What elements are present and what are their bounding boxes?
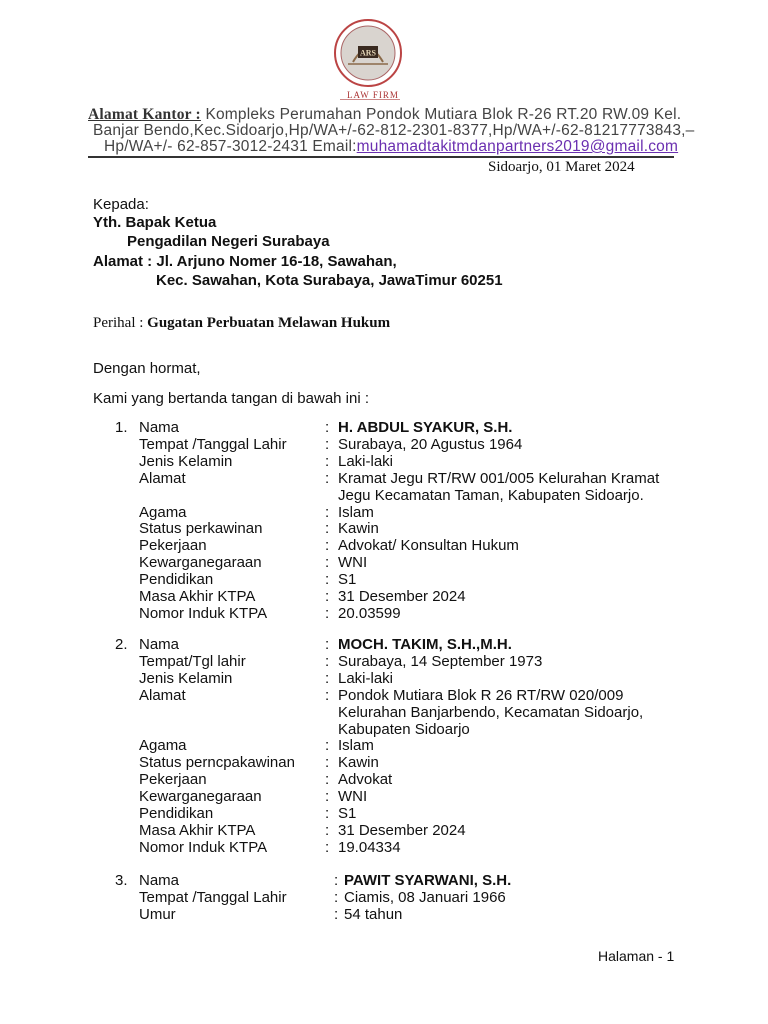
party-2-row: [0, 839, 768, 856]
field-colon: :: [325, 788, 330, 806]
party-2-row: [0, 737, 768, 754]
field-label: Agama: [139, 503, 187, 521]
office-address-line3: Hp/WA+/- 62-857-3012-2431 Email:muhamadtakitmdanpartners2019@gmail.com: [104, 138, 679, 155]
court-name: Pengadilan Negeri Surabaya: [127, 233, 330, 250]
field-label: Masa Akhir KTPA: [139, 588, 256, 605]
perihal-line: [93, 315, 390, 332]
field-colon: :: [334, 888, 339, 906]
field-value: Kawin: [338, 520, 379, 538]
greeting: Dengan hormat,: [93, 360, 201, 377]
field-colon: :: [334, 872, 339, 889]
field-label: Tempat /Tanggal Lahir: [139, 888, 287, 906]
party-2-row: [0, 754, 768, 771]
page-number: Halaman - 1: [598, 948, 675, 964]
field-label: Nama: [139, 419, 180, 436]
field-colon: :: [325, 754, 330, 772]
party-number: 3.: [115, 872, 128, 889]
field-label: Kewarganegaraan: [139, 788, 262, 806]
header-divider: [88, 156, 674, 158]
field-colon: :: [325, 537, 330, 555]
party-2-row: [0, 788, 768, 805]
field-value: 19.04334: [338, 838, 401, 856]
field-colon: :: [325, 737, 330, 755]
party-2-row: [0, 771, 768, 788]
party-3-row: [0, 872, 768, 889]
field-colon: :: [325, 838, 330, 856]
field-colon: :: [325, 435, 330, 453]
field-value: Kramat Jegu RT/RW 001/005 Kelurahan Kramat: [338, 469, 660, 487]
field-colon: :: [325, 636, 330, 653]
field-label: Umur: [139, 905, 176, 923]
field-label: Pekerjaan: [139, 771, 207, 789]
field-value: Advokat/ Konsultan Hukum: [338, 537, 519, 555]
field-colon: :: [325, 571, 330, 589]
party-3-row: [0, 889, 768, 906]
field-value-continued: Kelurahan Banjarbendo, Kecamatan Sidoarjo,: [338, 703, 644, 721]
field-value-continued: Kabupaten Sidoarjo: [338, 720, 470, 738]
law-firm-logo: [333, 18, 403, 88]
party-1-row: [0, 453, 768, 470]
field-label: Pekerjaan: [139, 537, 207, 555]
field-value: Laki-laki: [338, 669, 394, 687]
field-label: Nama: [139, 872, 180, 889]
party-1-row: [0, 537, 768, 554]
field-value: WNI: [338, 788, 368, 806]
field-value: Surabaya, 14 September 1973: [338, 652, 543, 670]
field-label: Status perncpakawinan: [139, 754, 295, 772]
field-value-continued: Jegu Kecamatan Taman, Kabupaten Sidoarjo.: [338, 486, 644, 504]
kepada-label: Kepada:: [93, 196, 149, 213]
firm-label-line: [340, 99, 400, 100]
field-colon: :: [325, 771, 330, 789]
party-1-row: [0, 470, 768, 487]
date-line: Sidoarjo, 01 Maret 2024: [488, 159, 635, 175]
field-colon: :: [325, 821, 330, 839]
field-value: Pondok Mutiara Blok R 26 RT/RW 020/009: [338, 686, 624, 704]
party-name: H. ABDUL SYAKUR, S.H.: [338, 419, 513, 436]
party-1-row: [0, 554, 768, 571]
party-1-row: [0, 571, 768, 588]
party-1-row: [0, 588, 768, 605]
office-address-line1: Alamat Kantor : Kompleks Perumahan Pondok Mutiara Blok R-26 RT.20 RW.09 Kel.: [88, 106, 682, 123]
field-colon: :: [325, 604, 330, 622]
party-2-row: [0, 653, 768, 670]
field-value: Laki-laki: [338, 452, 394, 470]
perihal-subject: Gugatan Perbuatan Melawan Hukum: [147, 315, 391, 331]
party-number: 1.: [115, 419, 128, 436]
field-label: Agama: [139, 737, 187, 755]
party-2-row: [0, 670, 768, 687]
field-colon: :: [325, 686, 330, 704]
field-label: Nomor Induk KTPA: [139, 838, 268, 856]
field-value: Islam: [338, 503, 374, 521]
field-label: Masa Akhir KTPA: [139, 821, 256, 839]
party-3-row: [0, 906, 768, 923]
party-name: MOCH. TAKIM, S.H.,M.H.: [338, 636, 512, 653]
court-address-line2: Kec. Sawahan, Kota Surabaya, JawaTimur 60251: [156, 272, 503, 289]
field-label: Tempat /Tanggal Lahir: [139, 435, 287, 453]
field-value: Surabaya, 20 Agustus 1964: [338, 435, 523, 453]
party-name: PAWIT SYARWANI, S.H.: [344, 872, 512, 889]
party-1-row: [0, 436, 768, 453]
field-value: 20.03599: [338, 604, 401, 622]
office-address-line2: Banjar Bendo,Kec.Sidoarjo,Hp/WA+/-62-812-2301-8377,Hp/WA+/-62-81217773843,–: [93, 122, 695, 139]
field-colon: :: [325, 469, 330, 487]
email-link[interactable]: muhamadtakitmdanpartners2019@gmail.com: [356, 138, 679, 155]
field-colon: :: [325, 520, 330, 538]
field-label: Jenis Kelamin: [139, 452, 233, 470]
field-value: Advokat: [338, 771, 393, 789]
field-colon: :: [325, 652, 330, 670]
field-colon: :: [325, 805, 330, 822]
field-value: 31 Desember 2024: [338, 821, 466, 839]
field-value: 54 tahun: [344, 905, 403, 923]
party-1-row: [0, 419, 768, 436]
office-address-label: Alamat Kantor :: [88, 106, 201, 123]
field-label: Status perkawinan: [139, 520, 263, 538]
field-value: S1: [338, 805, 357, 822]
court-address-line1: Alamat : Jl. Arjuno Nomer 16-18, Sawahan,: [93, 253, 397, 270]
party-2-row: [0, 636, 768, 653]
field-colon: :: [325, 419, 330, 436]
field-label: Nama: [139, 636, 180, 653]
party-2-row: [0, 687, 768, 704]
party-2-row: [0, 805, 768, 822]
field-colon: :: [325, 669, 330, 687]
field-colon: :: [325, 554, 330, 572]
field-value: 31 Desember 2024: [338, 588, 466, 605]
field-label: Alamat: [139, 686, 186, 704]
party-2-row: [0, 822, 768, 839]
yth-line: Yth. Bapak Ketua: [93, 214, 217, 231]
field-label: Pendidikan: [139, 805, 214, 822]
logo-text: ARS: [359, 48, 377, 58]
perihal-label: Perihal :: [93, 315, 144, 331]
field-value: Kawin: [338, 754, 379, 772]
field-label: Jenis Kelamin: [139, 669, 233, 687]
intro-text: Kami yang bertanda tangan di bawah ini :: [93, 390, 370, 407]
field-label: Pendidikan: [139, 571, 214, 589]
field-value: Islam: [338, 737, 374, 755]
field-value: Ciamis, 08 Januari 1966: [344, 888, 506, 906]
field-value: WNI: [338, 554, 368, 572]
party-1-row: [0, 605, 768, 622]
field-colon: :: [334, 905, 339, 923]
field-colon: :: [325, 503, 330, 521]
party-1-row: [0, 504, 768, 521]
field-value: S1: [338, 571, 357, 589]
field-colon: :: [325, 588, 330, 605]
party-number: 2.: [115, 636, 128, 653]
party-1-row: [0, 520, 768, 537]
firm-label: LAW FIRM: [347, 90, 399, 100]
field-label: Alamat: [139, 469, 186, 487]
field-colon: :: [325, 452, 330, 470]
field-label: Nomor Induk KTPA: [139, 604, 268, 622]
field-label: Kewarganegaraan: [139, 554, 262, 572]
field-label: Tempat/Tgl lahir: [139, 652, 246, 670]
